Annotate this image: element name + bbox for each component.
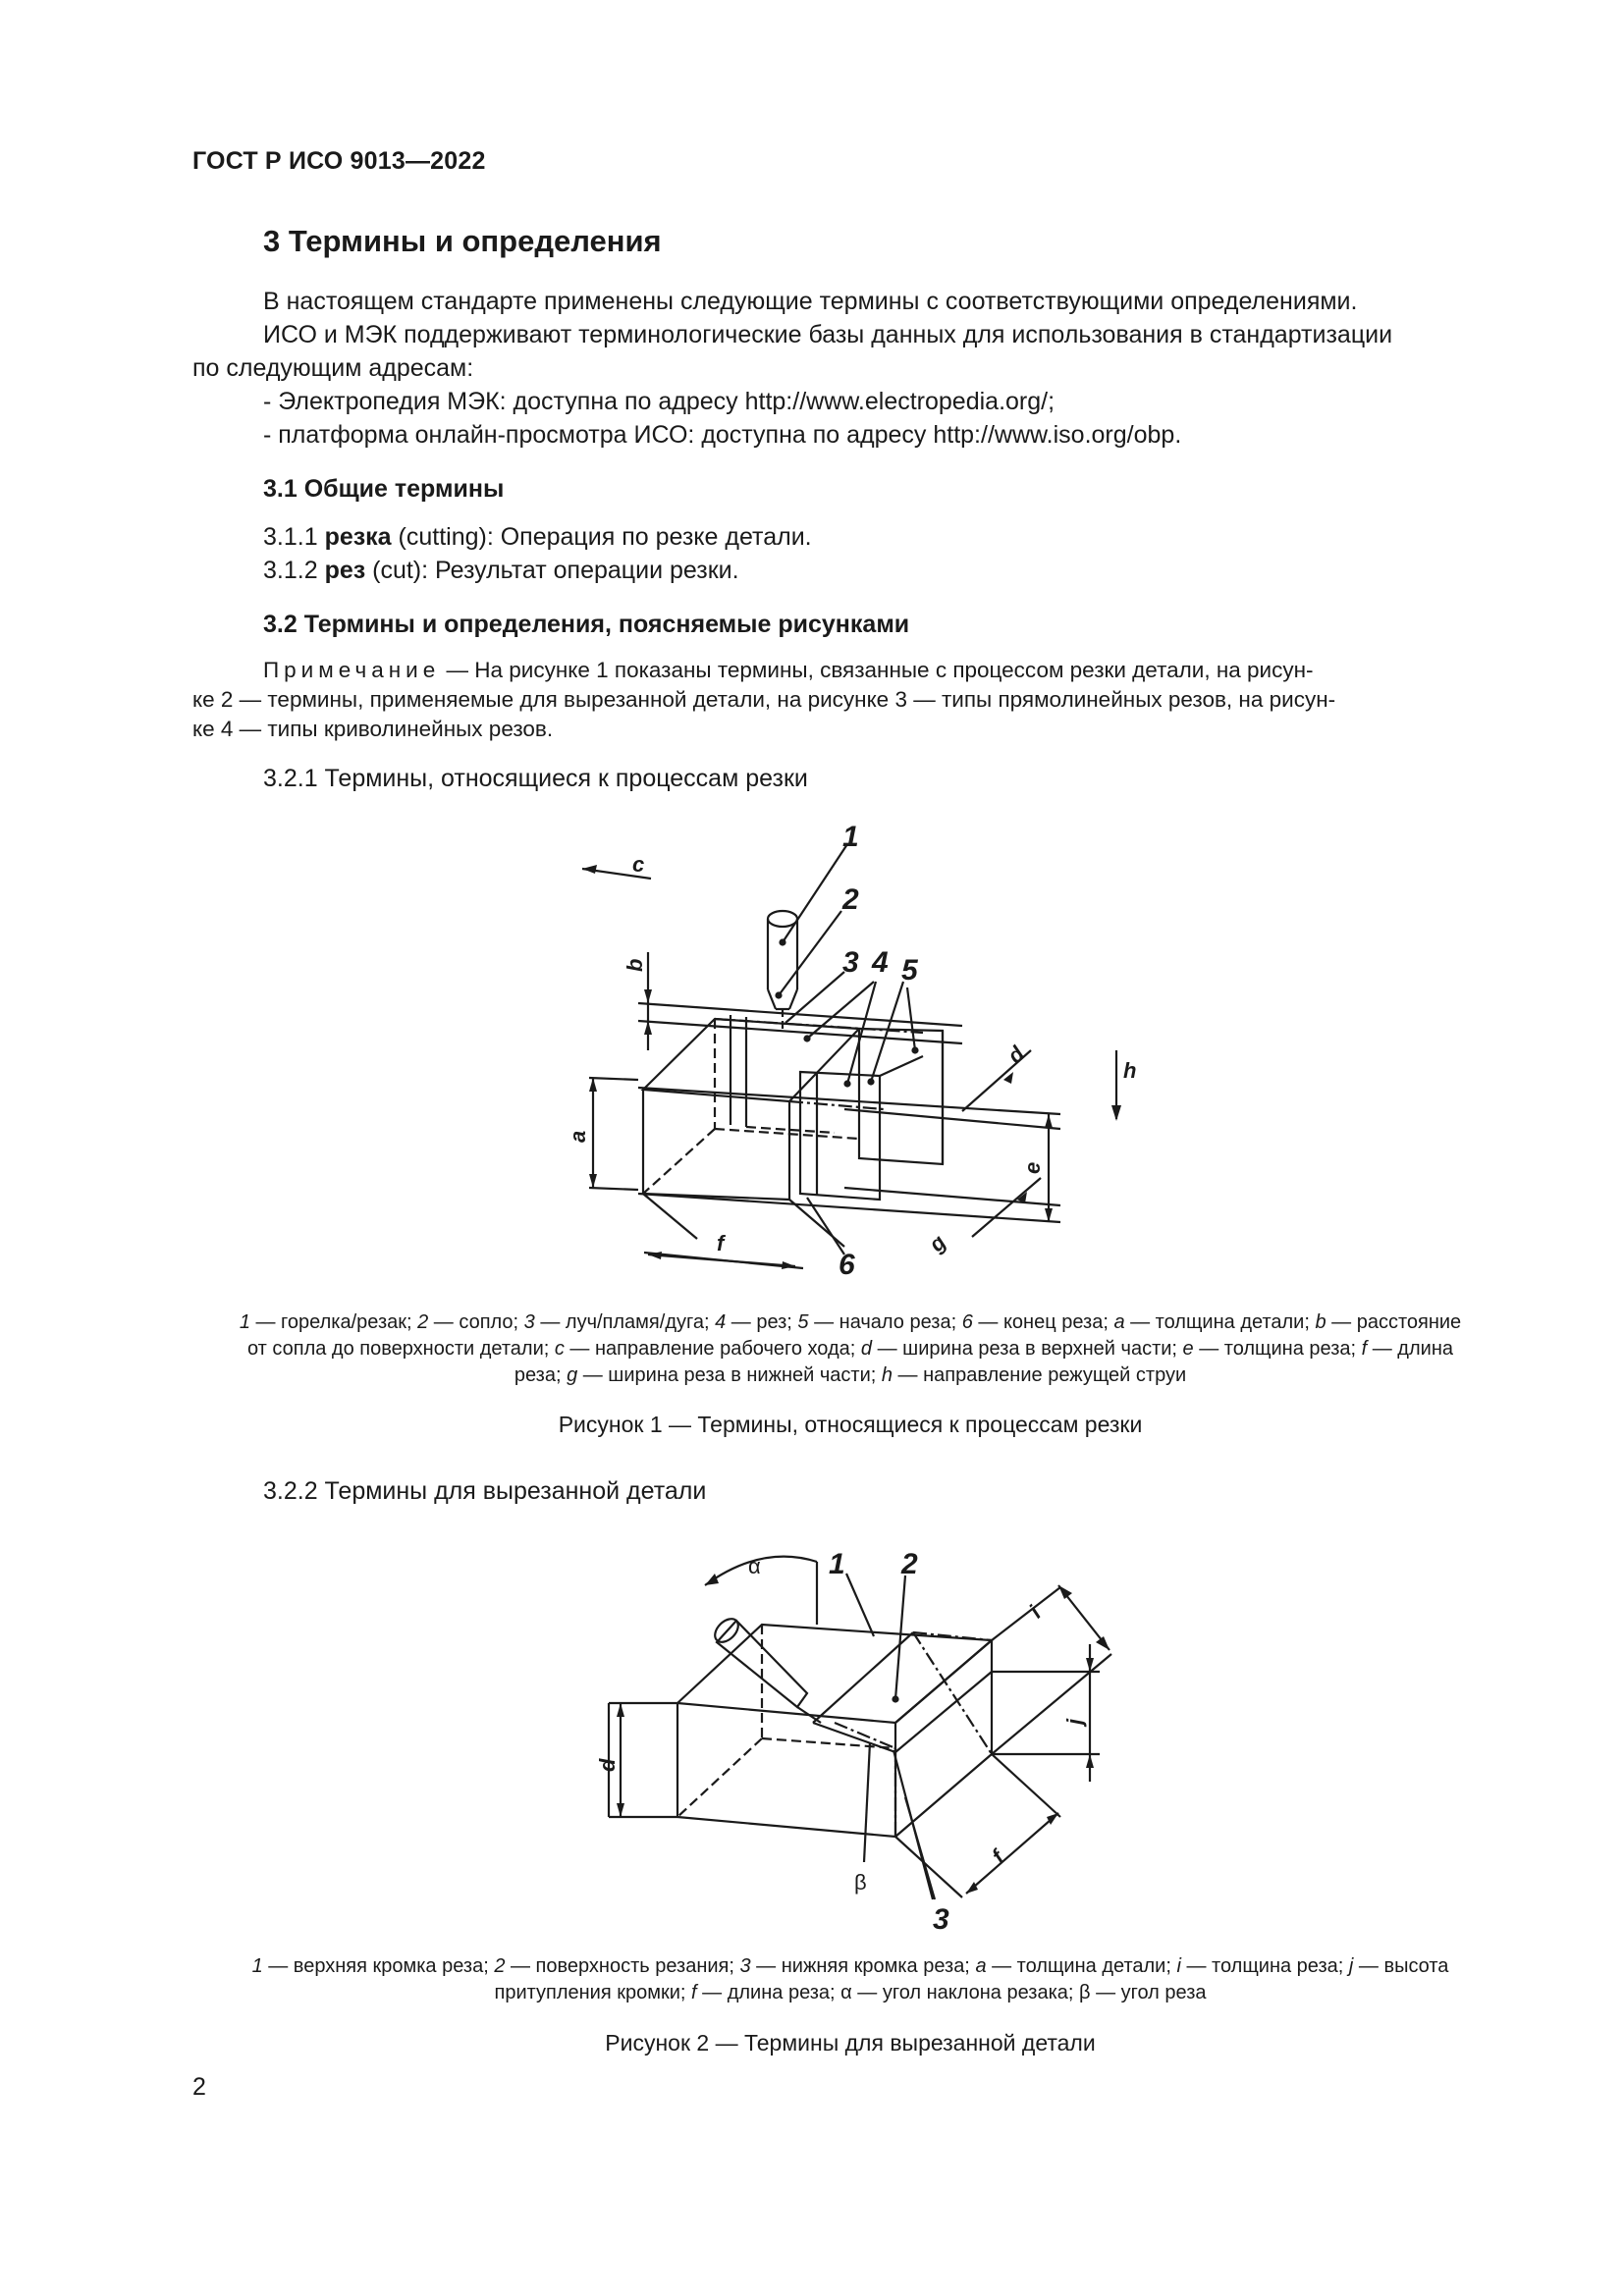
legend-symbol: b: [1315, 1311, 1326, 1333]
legend-symbol: f: [1361, 1338, 1368, 1360]
intro-paragraph-1: В настоящем стандарте применены следующие термины с соответствующими определениями.: [263, 288, 1358, 315]
angle-alpha-arc: [705, 1557, 817, 1585]
figure-1-legend: [192, 1309, 1508, 1389]
note-line-1: Примечание — На рисунке 1 показаны термины, связанные с процессом резки детали, на рисун-: [263, 658, 1314, 682]
legend-symbol: h: [881, 1364, 893, 1386]
term-3-1-2: 3.1.2 рез (cut): Результат операции резки.: [263, 557, 739, 584]
legend-description: от сопла до поверхности детали;: [247, 1338, 555, 1360]
legend-symbol: 3: [523, 1311, 535, 1333]
document-header: ГОСТ Р ИСО 9013—2022: [192, 147, 486, 175]
fig1-label-6: 6: [839, 1249, 855, 1281]
legend-description: — верхняя кромка реза;: [262, 1955, 495, 1977]
fig2-label-3: 3: [933, 1903, 949, 1936]
legend-symbol: 4: [715, 1311, 727, 1333]
section-title: 3 Термины и определения: [263, 224, 662, 258]
dimension-f: [966, 1813, 1058, 1894]
fig1-label-2: 2: [842, 883, 859, 916]
fig1-label-4: 4: [872, 946, 889, 979]
note-line-2: ке 2 — термины, применяемые для вырезанной детали, на рисунке 3 — типы прямолинейных резов, на рисун-: [192, 687, 1336, 712]
legend-description: — направление рабочего хода;: [564, 1338, 861, 1360]
legend-description: — толщина детали;: [1124, 1311, 1316, 1333]
legend-description: — ширина реза в верхней части;: [872, 1338, 1183, 1360]
intro-bullet-iso-obp: - платформа онлайн-просмотра ИСО: доступна по адресу http://www.iso.org/obp.: [263, 421, 1182, 449]
fig1-label-1: 1: [842, 821, 859, 853]
subsection-3-1-title: 3.1 Общие термины: [263, 475, 505, 503]
legend-description: — рез;: [726, 1311, 798, 1333]
legend-description: — толщина реза;: [1180, 1955, 1349, 1977]
fig2-label-j: j: [1062, 1718, 1087, 1725]
fig1-label-a: a: [566, 1130, 590, 1143]
fig1-label-f: f: [717, 1231, 725, 1255]
legend-symbol: a: [975, 1955, 987, 1977]
page-number: 2: [192, 2073, 206, 2101]
legend-description: — поверхность резания;: [505, 1955, 740, 1977]
fig2-label-2: 2: [901, 1548, 918, 1580]
dimension-g: [972, 1178, 1041, 1237]
figure-1-caption: Рисунок 1 — Термины, относящиеся к процессам резки: [558, 1412, 1143, 1437]
intro-paragraph-2: ИСО и МЭК поддерживают терминологические базы данных для использования в стандартизации: [263, 321, 1393, 348]
legend-description: — расстояние: [1326, 1311, 1462, 1333]
subsection-3-2-2-title: 3.2.2 Термины для вырезанной детали: [263, 1477, 707, 1505]
dimension-f: [648, 1255, 795, 1266]
figure-2-caption: Рисунок 2 — Термины для вырезанной детали: [605, 2030, 1096, 2056]
legend-description: — нижняя кромка реза;: [750, 1955, 976, 1977]
torch-top: [768, 911, 797, 927]
legend-description: — горелка/резак;: [249, 1311, 418, 1333]
subsection-3-2-1-title: 3.2.1 Термины, относящиеся к процессам резки: [263, 765, 808, 792]
figure-2-legend-line-1: [192, 1953, 1508, 1980]
legend-symbol: 2: [494, 1955, 506, 1977]
legend-symbol: i: [1176, 1955, 1181, 1977]
fig1-label-g: g: [924, 1229, 951, 1257]
fig2-label-1: 1: [829, 1548, 845, 1580]
term-3-1-1: 3.1.1 резка (cutting): Операция по резке детали.: [263, 523, 812, 551]
legend-symbol: e: [1182, 1338, 1194, 1360]
legend-description: — высота: [1353, 1955, 1449, 1977]
figure-2-cut-workpiece-diagram: [589, 1526, 1139, 1949]
legend-symbol: 2: [417, 1311, 429, 1333]
figure-1-cutting-process-diagram: [550, 815, 1159, 1296]
fig1-label-e: e: [1020, 1161, 1045, 1174]
fig2-label-d: d: [595, 1758, 620, 1772]
fig2-label-f: f: [987, 1845, 1009, 1869]
fig1-label-5: 5: [901, 954, 918, 987]
legend-description: — начало реза;: [808, 1311, 962, 1333]
legend-symbol: a: [1113, 1311, 1125, 1333]
fig1-label-h: h: [1123, 1058, 1137, 1083]
figure-2-legend-line-2: [192, 1980, 1508, 2006]
fig2-label-beta: β: [854, 1870, 867, 1895]
leader-1: [783, 844, 847, 942]
legend-description: — толщина детали;: [986, 1955, 1177, 1977]
legend-symbol: c: [554, 1338, 565, 1360]
legend-symbol: d: [860, 1338, 873, 1360]
legend-description: α — угол наклона резака; β — угол реза: [840, 1982, 1207, 2003]
legend-description: — длина: [1367, 1338, 1453, 1360]
fig1-label-b: b: [623, 958, 647, 972]
fig1-label-d: d: [1002, 1041, 1030, 1069]
legend-symbol: j: [1348, 1955, 1354, 1977]
legend-symbol: 6: [961, 1311, 973, 1333]
note-line-3: ке 4 — типы криволинейных резов.: [192, 717, 554, 741]
intro-paragraph-2-cont: по следующим адресам:: [192, 354, 474, 382]
figure-1-legend-line-2: [192, 1336, 1508, 1362]
figure-1-legend-line-1: [192, 1309, 1508, 1336]
workpiece-top: [677, 1625, 992, 1723]
legend-description: — длина реза;: [696, 1982, 841, 2003]
legend-description: — направление режущей струи: [892, 1364, 1187, 1386]
legend-description: реза;: [514, 1364, 568, 1386]
legend-description: — сопло;: [428, 1311, 524, 1333]
legend-symbol: g: [567, 1364, 578, 1386]
legend-description: — конец реза;: [972, 1311, 1114, 1333]
fig1-label-c: c: [632, 852, 645, 877]
legend-description: — луч/пламя/дуга;: [534, 1311, 716, 1333]
legend-symbol: 3: [739, 1955, 751, 1977]
subsection-3-2-title: 3.2 Термины и определения, поясняемые рисунками: [263, 611, 910, 638]
legend-symbol: 1: [239, 1311, 250, 1333]
fig2-label-alpha: α: [748, 1554, 761, 1578]
legend-symbol: 1: [251, 1955, 263, 1977]
fig1-label-3: 3: [842, 946, 859, 979]
legend-symbol: f: [691, 1982, 697, 2003]
figure-1-legend-line-3: [192, 1362, 1508, 1389]
legend-description: — толщина реза;: [1193, 1338, 1362, 1360]
figure-2-legend: [192, 1953, 1508, 2006]
intro-bullet-electropedia: - Электропедия МЭК: доступна по адресу http://www.electropedia.org/;: [263, 388, 1056, 415]
leader-1: [846, 1574, 874, 1636]
fig2-label-i: i: [1024, 1601, 1047, 1624]
legend-symbol: 5: [797, 1311, 809, 1333]
legend-description: притупления кромки;: [494, 1982, 692, 2003]
legend-description: — ширина реза в нижней части;: [577, 1364, 882, 1386]
